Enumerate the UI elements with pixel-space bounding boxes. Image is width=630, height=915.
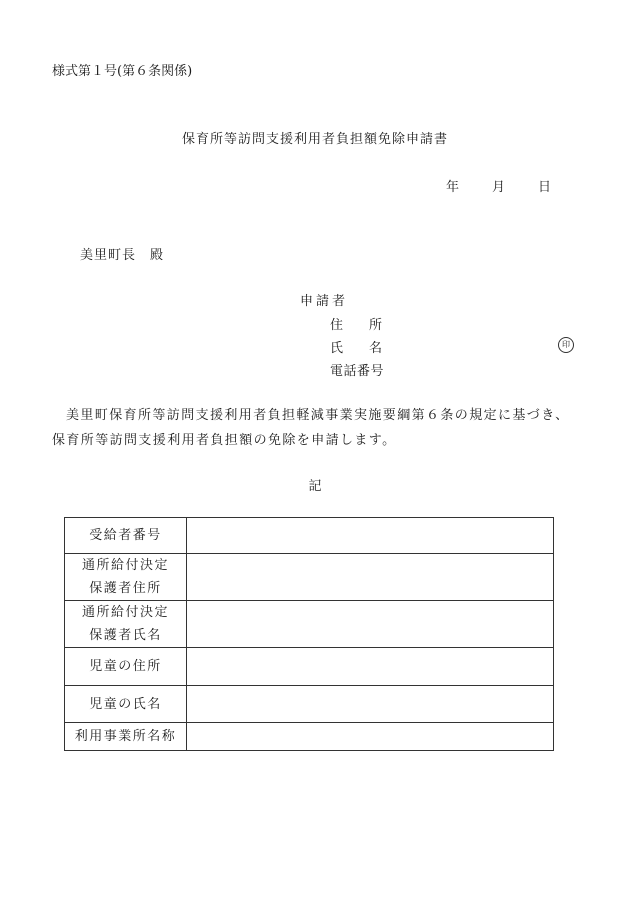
row-label-line: 通所給付決定 [81, 558, 169, 573]
table-row [65, 723, 554, 751]
row-label-line: 受給者番号 [89, 528, 162, 543]
application-details-table [64, 517, 554, 751]
application-statement: 美里町保育所等訪問支援利用者負担軽減事業実施要綱第６条の規定に基づき、保育所等訪問支援利用者負担額の免除を申請します。 [52, 408, 570, 448]
table-row [65, 518, 554, 554]
date-day-label: 日 [538, 180, 552, 195]
row-label-line: 通所給付決定 [81, 605, 169, 620]
applicant-name-label: 氏 名 [330, 341, 383, 356]
form-number: 様式第１号(第６条関係) [52, 64, 193, 79]
ki-heading: 記 [308, 479, 322, 494]
row-label-line: 保護者住所 [89, 581, 162, 596]
row-label-line: 児童の氏名 [89, 696, 162, 712]
applicant-heading: 申請者 [300, 294, 349, 309]
table-row [65, 648, 554, 686]
row-label [65, 554, 187, 601]
row-label [65, 518, 187, 554]
table-row [65, 686, 554, 723]
row-value-cell[interactable] [187, 648, 554, 686]
applicant-phone-label: 電話番号 [330, 364, 385, 379]
addressee: 美里町長 殿 [80, 248, 165, 263]
row-label [65, 723, 187, 751]
applicant-address-label: 住 所 [330, 318, 383, 333]
row-value-cell[interactable] [187, 554, 554, 601]
row-value-cell[interactable] [187, 518, 554, 554]
date-month-label: 月 [492, 180, 506, 195]
row-label-line: 利用事業所名称 [74, 729, 177, 744]
date-year-label: 年 [446, 180, 460, 195]
table-row [65, 554, 554, 601]
row-value-cell[interactable] [187, 723, 554, 751]
row-label [65, 648, 187, 686]
row-label-line: 保護者氏名 [89, 628, 162, 643]
row-label-line: 児童の住所 [89, 659, 162, 674]
page-title: 保育所等訪問支援利用者負担額免除申請書 [181, 132, 448, 147]
row-value-cell[interactable] [187, 601, 554, 648]
row-label [65, 601, 187, 648]
row-value-cell[interactable] [187, 686, 554, 723]
table-row [65, 601, 554, 648]
row-label [65, 686, 187, 723]
seal-mark: 印 [558, 337, 574, 353]
